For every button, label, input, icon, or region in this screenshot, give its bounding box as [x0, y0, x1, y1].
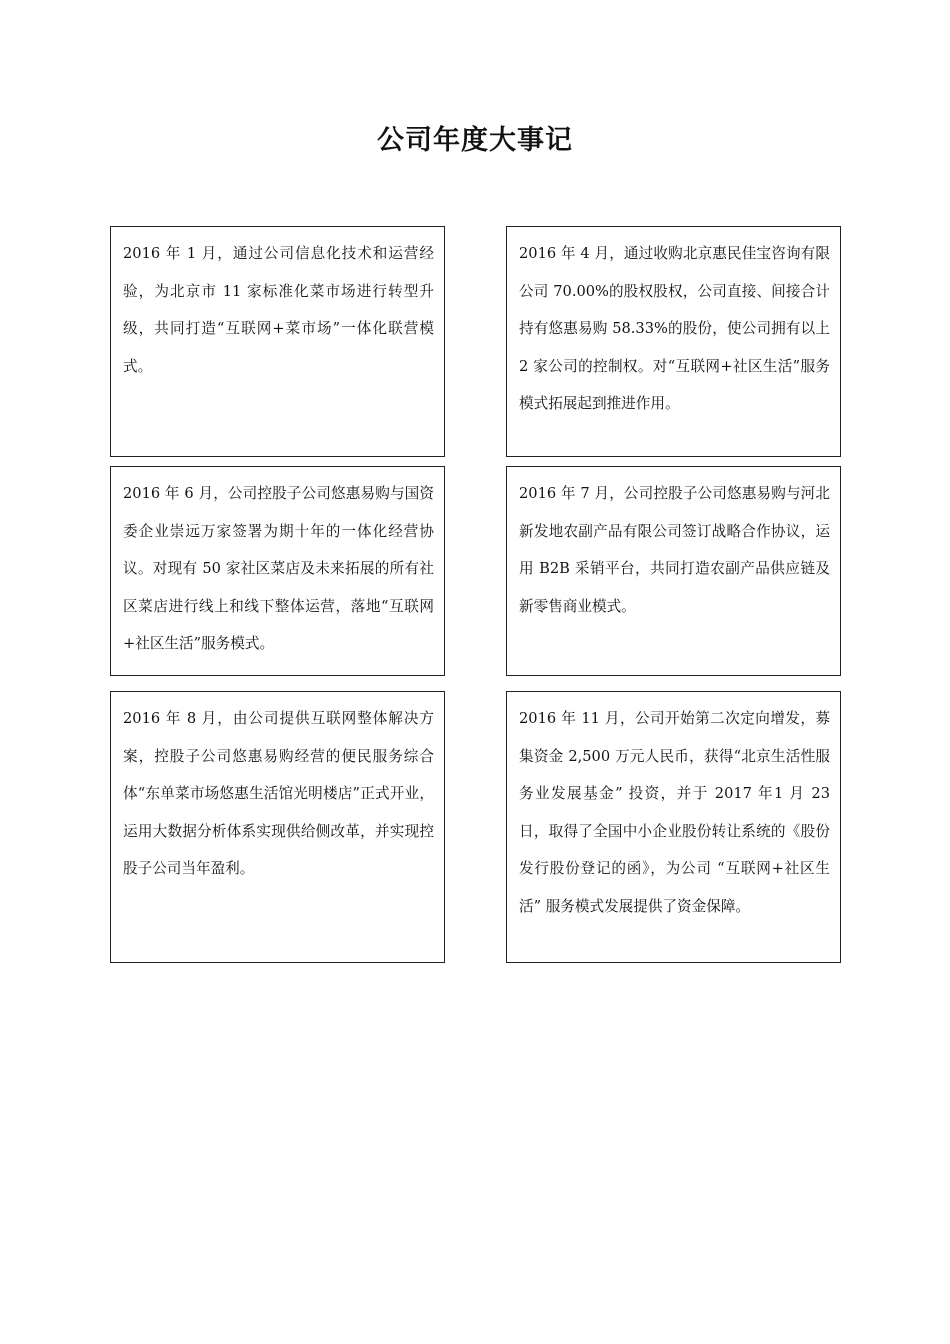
event-text: 2016 年 6 月，公司控股子公司悠惠易购与国资委企业崇远万家签署为期十年的一体化经营协议。对现有 50 家社区菜店及未来拓展的所有社区菜店进行线上和线下整体运营，落地“互联网+社区生活”服务模式。 — [123, 485, 434, 652]
event-box-2016-01 — [110, 226, 445, 457]
event-text: 2016 年 11 月，公司开始第二次定向增发，募集资金 2,500 万元人民币，获得“北京生活性服务业发展基金” 投资，并于 2017 年1 月 23 日，取得了全国中小企业股份转让系统的《股份发行股份登记的函》，为公司 “互联网+社区生活” 服务模式发展提供了资金保障。 — [519, 710, 830, 915]
event-box-2016-06 — [110, 466, 445, 676]
event-box-2016-04 — [506, 226, 841, 457]
page-title: 公司年度大事记 — [377, 125, 573, 156]
event-box-2016-07 — [506, 466, 841, 676]
event-text: 2016 年 4 月，通过收购北京惠民佳宝咨询有限公司 70.00%的股权股权，公司直接、间接合计持有悠惠易购 58.33%的股份，使公司拥有以上 2 家公司的控制权。对“互联网+社区生活”服务模式拓展起到推进作用。 — [519, 245, 830, 412]
event-box-2016-08 — [110, 691, 445, 963]
event-text: 2016 年 1 月，通过公司信息化技术和运营经验，为北京市 11 家标准化菜市场进行转型升级，共同打造“互联网+菜市场”一体化联营模式。 — [123, 245, 434, 375]
event-text: 2016 年 8 月，由公司提供互联网整体解决方案，控股子公司悠惠易购经营的便民服务综合体“东单菜市场悠惠生活馆光明楼店”正式开业，运用大数据分析体系实现供给侧改革，并实现控股子公司当年盈利。 — [123, 710, 434, 877]
event-text: 2016 年 7 月，公司控股子公司悠惠易购与河北新发地农副产品有限公司签订战略合作协议，运用 B2B 采销平台，共同打造农副产品供应链及新零售商业模式。 — [519, 485, 830, 615]
event-box-2016-11 — [506, 691, 841, 963]
